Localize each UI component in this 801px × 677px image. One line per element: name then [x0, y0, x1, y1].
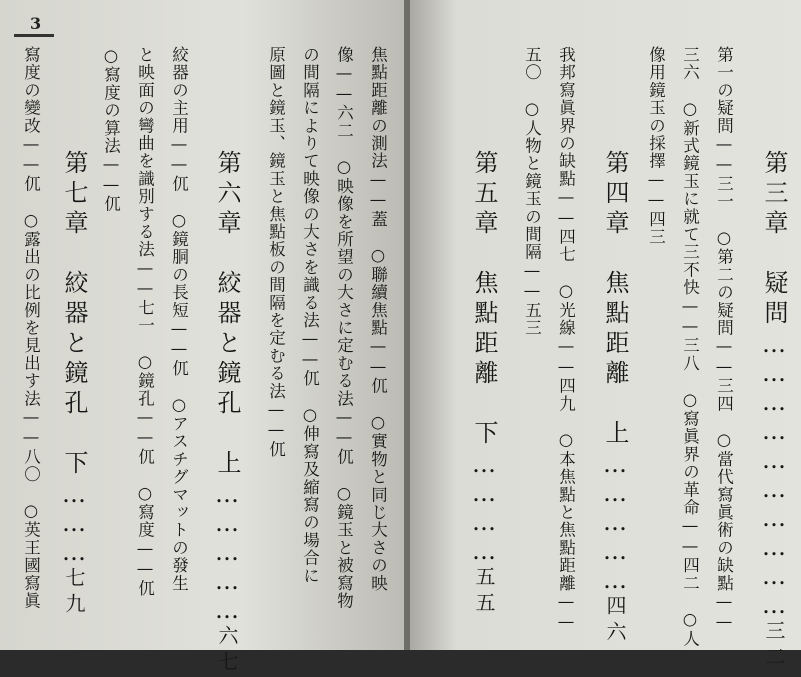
chapter-heading — [762, 150, 786, 672]
header-rule — [14, 34, 54, 37]
dot-leader: …………… — [213, 480, 241, 625]
toc-entry-line: 寫度の變改——㐳 ○露出の比例を見出す法——八〇 ○英王國寫眞 — [21, 46, 41, 610]
chapter-heading — [215, 150, 239, 677]
toc-entry-line: 三六 ○新式鏡玉に就て三不快——三八 ○寫眞界の革命——四二 ○人 — [680, 46, 700, 648]
chapter-page: 七九 — [62, 567, 86, 619]
chapter-page: 六七 — [215, 625, 239, 677]
dot-leader: …………… — [601, 450, 629, 595]
page-number: 3 — [30, 14, 42, 33]
toc-entry-line: 第一の疑問——三一 ○第二の疑問——三四 ○當代寫眞術の缺點—— — [714, 46, 734, 633]
toc-entry-line: 像——六二 ○映像を所望の大さに定むる法——㐳 ○鏡玉と被寫物 — [334, 46, 354, 610]
chapter-heading — [472, 150, 496, 618]
toc-entry-line: の間隔によりて映像の大さを識る法——㐳 ○伸寫及縮寫の場合に — [300, 46, 320, 585]
toc-entry-line: 絞器の主用——㐳 ○鏡胴の長短——㐳 ○アスチグマットの發生 — [169, 46, 189, 592]
toc-entry-line: ○寫度の算法——㐳 — [101, 46, 121, 213]
chapter-title: 第七章 絞器と鏡孔 下 — [60, 150, 88, 480]
chapter-heading — [62, 150, 86, 619]
dot-leader: ……… — [60, 480, 88, 567]
right-page — [410, 0, 801, 672]
chapter-heading — [603, 150, 627, 647]
toc-entry-line: 原圖と鏡玉、鏡玉と焦點板の間隔を定むる法——㐳 — [266, 46, 286, 459]
chapter-page: 四六 — [603, 595, 627, 647]
chapter-page: 五五 — [472, 566, 496, 618]
chapter-page: 三二 — [762, 620, 786, 672]
chapter-title: 第三章 疑問 — [760, 150, 788, 330]
toc-entry-line: 五〇 ○人物と鏡玉の間隔——五三 — [522, 46, 542, 337]
toc-entry-line: 我邦寫眞界の缺點——四七 ○光線——四九 ○本焦點と焦點距離—— — [556, 46, 576, 633]
dot-leader: ………… — [470, 450, 498, 566]
toc-entry-line: 焦點距離の測法——蓋 ○聯續焦點——㐳 ○實物と同じ大さの映 — [368, 46, 388, 592]
chapter-title: 第六章 絞器と鏡孔 上 — [213, 150, 241, 480]
chapter-title: 第五章 焦點距離 下 — [470, 150, 498, 450]
toc-entry-line: と映面の彎曲を識別する法——七一 ○鏡孔——㐳 ○寫度——㐳 — [135, 46, 155, 597]
chapter-title: 第四章 焦點距離 上 — [601, 150, 629, 450]
dot-leader: ………………………… — [760, 330, 788, 620]
toc-entry-line: 像用鏡玉の採擇——四三 — [646, 46, 666, 246]
